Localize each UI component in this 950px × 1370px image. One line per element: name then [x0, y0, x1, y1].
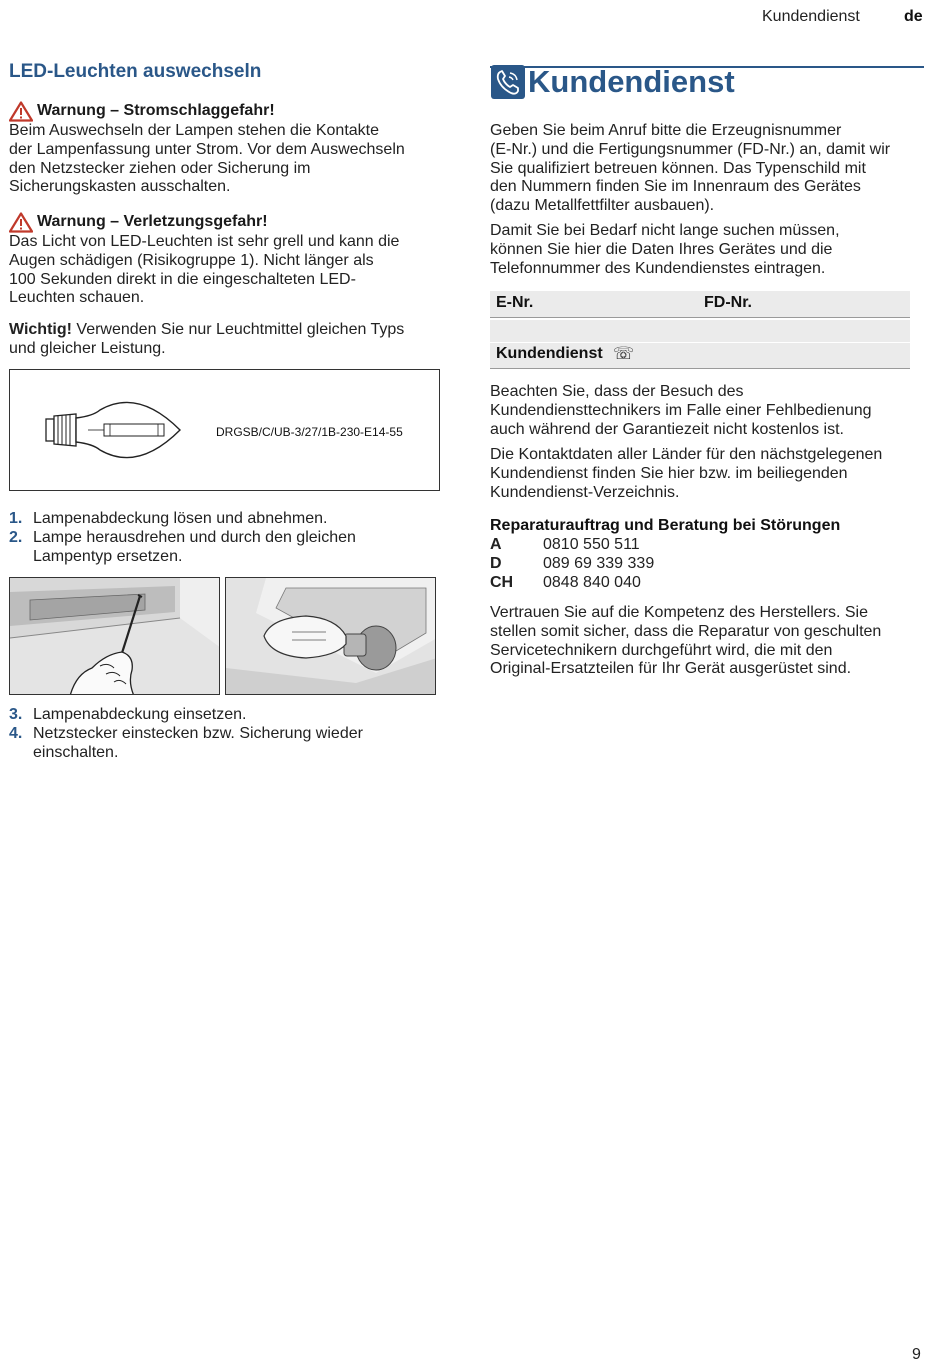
warning-text-line: der Lampenfassung unter Strom. Vor dem Auswechseln	[9, 140, 405, 158]
kd-phone-label: Kundendienst	[496, 345, 603, 362]
phone-number: 0810 550 511	[543, 536, 640, 553]
important-text: und gleicher Leistung.	[9, 339, 166, 357]
warning-injury	[9, 211, 441, 308]
lamp-type-code: DRGSB/C/UB-3/27/1B-230-E14-55	[216, 425, 403, 439]
phone-icon: ☏	[613, 344, 635, 363]
paragraph-line: Sie qualifiziert betreuen können. Das Typenschild mit	[490, 159, 866, 177]
paragraph-line: stellen somit sicher, dass die Reparatur von geschulten	[490, 622, 882, 640]
important-note	[9, 321, 441, 359]
form-divider	[490, 368, 910, 369]
section-title-led: LED-Leuchten auswechseln	[9, 61, 262, 82]
form-divider	[490, 317, 910, 318]
country-code: D	[490, 555, 502, 572]
warning-text-line: Beim Auswechseln der Lampen stehen die Kontakte	[9, 122, 380, 139]
form-row-kundendienst	[490, 343, 910, 368]
step-number: 4.	[9, 724, 23, 742]
paragraph-line: (dazu Metallfettfilter ausbauen).	[490, 197, 715, 215]
lamp-replacement-illustration	[226, 578, 436, 695]
step-text: Lampentyp ersetzen.	[33, 547, 183, 565]
phone-icon-box	[491, 65, 525, 99]
steps-list-1	[9, 510, 441, 566]
led-bulb-icon	[38, 388, 188, 473]
form-row-blank	[490, 320, 910, 342]
step-text: Lampenabdeckung einsetzen.	[33, 706, 247, 723]
paragraph-line: Vertrauen Sie auf die Kompetenz des Herstellers. Sie	[490, 604, 868, 621]
paragraph-line: können Sie hier die Daten Ihres Gerätes und die	[490, 240, 833, 258]
list-item	[9, 510, 441, 529]
step-number: 3.	[9, 706, 23, 723]
kd-intro-2	[490, 222, 910, 278]
paragraph-line: Servicetechnikern durchgeführt wird, die mit den	[490, 641, 833, 659]
phone-number: 0848 840 040	[543, 574, 641, 591]
warning-triangle-icon	[9, 101, 33, 122]
country-code: A	[490, 536, 502, 553]
warning-text-line: den Netzstecker ziehen oder Sicherung im	[9, 159, 311, 177]
list-item	[9, 725, 441, 763]
repair-title: Reparaturauftrag und Beratung bei Störungen	[490, 517, 841, 534]
kd-trust	[490, 604, 910, 679]
step-text: Lampe herausdrehen und durch den gleichen	[33, 528, 356, 546]
step-number: 1.	[9, 510, 23, 527]
paragraph-line: Original-Ersatzteilen für Ihr Gerät ausgerüstet sind.	[490, 660, 852, 678]
paragraph-line: auch während der Garantiezeit nicht kostenlos ist.	[490, 420, 844, 438]
warning-triangle-icon	[9, 212, 33, 233]
paragraph-line: den Nummern finden Sie im Innenraum des Gerätes	[490, 178, 861, 196]
paragraph-line: Kundendienst finden Sie hier bzw. im beiliegenden	[490, 464, 848, 482]
contact-row	[490, 573, 910, 592]
paragraph-line: Kundendienst-Verzeichnis.	[490, 483, 680, 501]
country-code: CH	[490, 574, 514, 591]
fdnr-label: FD-Nr.	[704, 294, 752, 311]
phone-number: 089 69 339 339	[543, 555, 655, 572]
contact-row	[490, 554, 910, 573]
important-label: Wichtig!	[9, 321, 72, 338]
photo-replace-lamp	[225, 577, 436, 695]
paragraph-line: Telefonnummer des Kundendienstes eintragen.	[490, 259, 826, 277]
paragraph-line: (E-Nr.) und die Fertigungsnummer (FD-Nr.) an, damit wir	[490, 140, 891, 158]
paragraph-line: Die Kontaktdaten aller Länder für den nächstgelegenen	[490, 446, 883, 463]
steps-list-2	[9, 706, 441, 762]
kd-intro-1	[490, 122, 910, 216]
warning-text-line: 100 Sekunden direkt in die eingeschalteten LED-	[9, 270, 356, 288]
running-header-section: Kundendienst	[762, 8, 860, 25]
list-item	[9, 529, 441, 567]
kd-note-1	[490, 383, 910, 439]
paragraph-line: Geben Sie beim Anruf bitte die Erzeugnisnummer	[490, 122, 842, 139]
warning-text-line: Das Licht von LED-Leuchten ist sehr grell und kann die	[9, 233, 400, 250]
section-title-kundendienst: Kundendienst	[528, 64, 735, 99]
warning-title: Warnung – Stromschlaggefahr!	[37, 102, 275, 119]
lamp-figure	[9, 369, 440, 491]
page-number: 9	[912, 1346, 921, 1363]
step-text: einschalten.	[33, 743, 119, 761]
warning-title: Warnung – Verletzungsgefahr!	[37, 213, 268, 230]
paragraph-line: Damit Sie bei Bedarf nicht lange suchen müssen,	[490, 222, 840, 239]
phone-icon	[491, 65, 525, 99]
warning-electric-shock	[9, 100, 441, 197]
running-header-language: de	[904, 8, 923, 25]
cover-removal-illustration	[10, 578, 220, 695]
step-text: Lampenabdeckung lösen und abnehmen.	[33, 510, 328, 527]
important-text: Verwenden Sie nur Leuchtmittel gleichen Typs	[71, 321, 405, 338]
list-item	[9, 706, 441, 725]
paragraph-line: Kundendiensttechnikers im Falle einer Fehlbedienung	[490, 401, 872, 419]
warning-text-line: Leuchten schauen.	[9, 289, 145, 307]
kd-note-2	[490, 446, 910, 502]
photo-remove-cover	[9, 577, 220, 695]
paragraph-line: Beachten Sie, dass der Besuch des	[490, 383, 744, 400]
contact-row	[490, 535, 910, 554]
warning-text-line: Augen schädigen (Risikogruppe 1). Nicht länger als	[9, 251, 374, 269]
step-number: 2.	[9, 528, 23, 546]
enr-label: E-Nr.	[496, 294, 534, 311]
step-text: Netzstecker einstecken bzw. Sicherung wieder	[33, 724, 363, 742]
form-row-numbers	[490, 291, 910, 317]
repair-contacts	[490, 516, 910, 592]
warning-text-line: Sicherungskasten ausschalten.	[9, 178, 231, 196]
